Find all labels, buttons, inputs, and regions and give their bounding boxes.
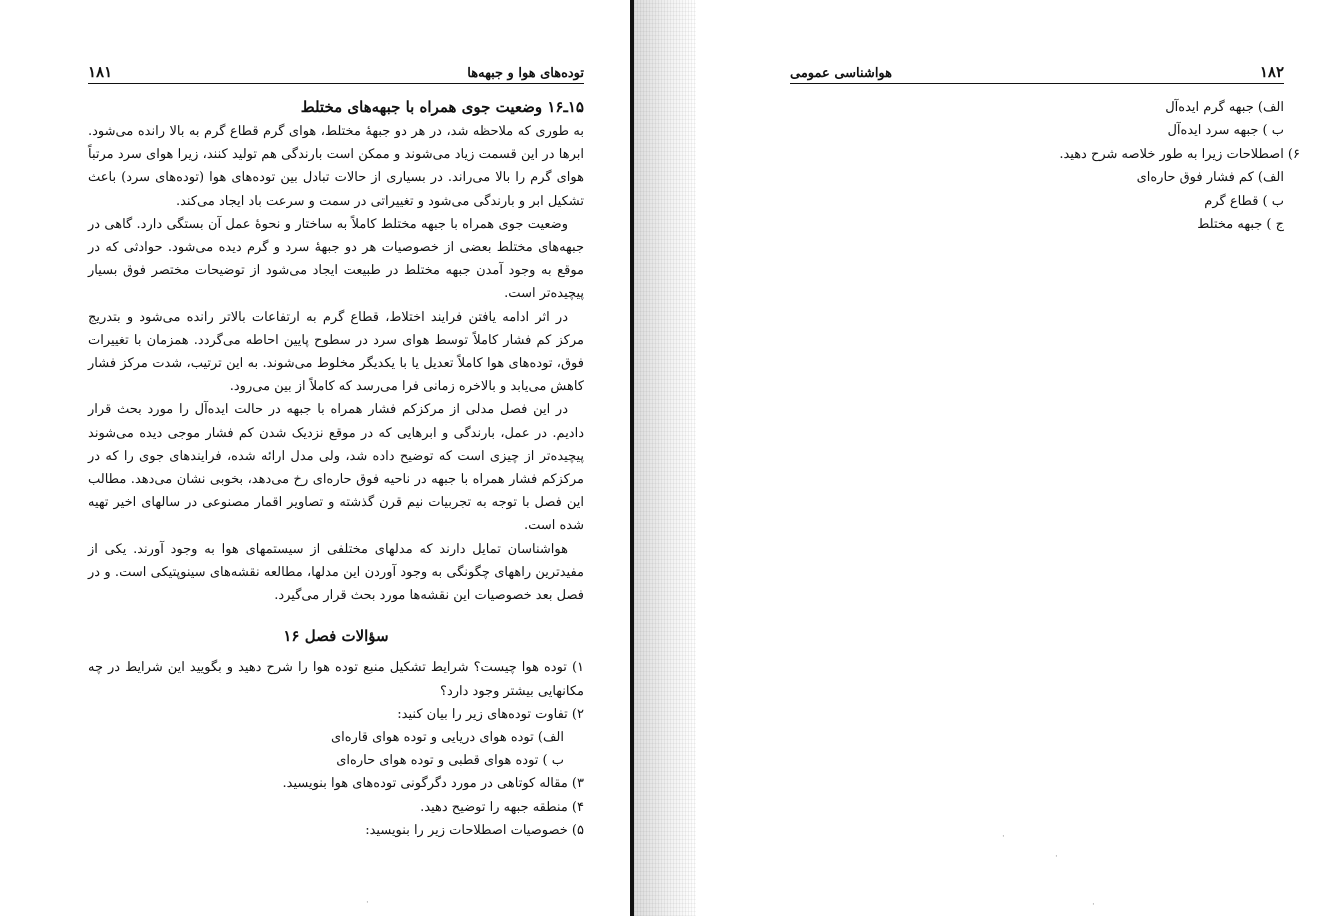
question-item: ۶) اصطلاحات زیرا به طور خلاصه شرح دهید. <box>1059 146 1300 162</box>
question-item: ۱) توده هوا چیست؟ شرایط تشکیل منبع توده هوا را شرح دهید و بگویید این شرایط در چه مکانهایی بیشتر وجود دارد؟ <box>88 660 584 699</box>
question-sub-item: الف) کم فشار فوق حاره‌ای <box>1136 170 1284 186</box>
left-header-title: توده‌های هوا و جبهه‌ها <box>467 66 584 81</box>
left-page-header <box>88 55 584 84</box>
question-item: ۲) تفاوت توده‌های زیر را بیان کنید: <box>397 706 584 722</box>
right-page-number: ۱۸۲ <box>1259 63 1284 81</box>
paragraph: در اثر ادامه یافتن فرایند اختلاط، قطاع گرم به ارتفاعات بالاتر رانده می‌شود و بتدریج مرکز کم فشار کاملاً توسط هوای سرد در سطوح پایین احاطه می‌گردد. همزمان با تغییرات فوق، توده‌های هوا کاملاً تعدیل یا با یکدیگر مخلوط می‌شوند. به این ترتیب، شدت مرکز فشار کاهش می‌یابد و بالاخره زمانی فرا می‌رسد که کاملاً از بین می‌رود. <box>88 309 584 395</box>
right-page-header <box>790 55 1284 84</box>
question-sub-item: الف) جبهه گرم ایده‌آل <box>1165 100 1284 115</box>
question-item: ۴) منطقه جبهه را توضیح دهید. <box>420 799 584 815</box>
question-sub-item: ج ) جبهه مختلط <box>1197 217 1284 233</box>
questions-title: سؤالات فصل ۱۶ <box>283 627 389 646</box>
paragraph: هواشناسان تمایل دارند که مدلهای مختلفی از سیستمهای هوا به وجود آورند. یکی از مفیدترین راههای چگونگی به وجود آوردن این مدلها، مطالعه نقشه‌های سینوپتیکی است. و در فصل بعد خصوصیات این نقشه‌ها مورد بحث قرار می‌گیرد. <box>88 541 584 604</box>
left-page-number: ۱۸۱ <box>88 63 113 81</box>
scan-speck: · <box>1002 832 1005 842</box>
right-header-title: هواشناسی عمومی <box>790 66 893 81</box>
paragraph: به طوری که ملاحظه شد، در هر دو جبههٔ مختلط، هوای گرم قطاع گرم به بالا رانده می‌شود. ابرها در این قسمت زیاد می‌شوند و ممکن است بارندگی هم تولید کنند، زیرا هوای سرد مرتباً هوای گرم را بالا می‌راند. در بسیاری از حالات تبادل بین توده‌های هوا (توده‌های سرد) باعث تشکیل ابر و بارندگی می‌شود و تغییراتی در سمت و سرعت باد ایجاد می‌کند. <box>88 124 584 209</box>
question-sub-item: الف) توده هوای دریایی و توده هوای قاره‌ای <box>330 730 564 746</box>
right-page-body <box>1024 96 1300 236</box>
scan-speck: · <box>366 898 369 908</box>
question-sub-item: ب ) قطاع گرم <box>1204 193 1284 209</box>
section-title: ۱۵ـ۱۶ وضعیت جوی همراه با جبهه‌های مختلط <box>300 98 584 116</box>
question-sub-item: ب ) توده هوای قطبی و توده هوای حاره‌ای <box>336 753 564 769</box>
left-page <box>0 0 632 916</box>
question-sub-item: ب ) جبهه سرد ایده‌آل <box>1167 123 1284 139</box>
paragraph: در این فصل مدلی از مرکزکم فشار همراه با جبهه در حالت ایده‌آل را مورد بحث قرار دادیم. در عمل، بارندگی و ابرهایی که در موقع نزدیک شدن کم فشار موجی دیده می‌شوند پیچیده‌تر از چیزی است که توضیح داده شد، ولی مدل ارائه شده، فرایندهای جوی را که در مرکزکم فشار همراه با جبهه در ناحیه فوق حاره‌ای رخ می‌دهد، بخوبی نشان می‌دهد. مطالب این فصل با توجه به تجربیات نیم قرن گذشته و تصاویر اقمار مصنوعی در سالهای اخیر تهیه شده است. <box>88 402 584 534</box>
left-page-body <box>88 94 584 842</box>
scan-speck: · <box>1055 852 1058 862</box>
scan-speck: · <box>1092 900 1095 910</box>
paragraph: وضعیت جوی همراه با جبهه مختلط کاملاً به ساختار و نحوهٔ عمل آن بستگی دارد. گاهی در جبهه‌های مختلط بعضی از خصوصیات هر دو جبههٔ سرد و گرم دیده می‌شود. حوادثی که در موقع به وجود آمدن جبهه مختلط در طبیعت ایجاد می‌شود از توضیحات مختصر فوق بسیار پیچیده‌تر است. <box>88 216 584 302</box>
question-item: ۳) مقاله کوتاهی در مورد دگرگونی توده‌های هوا بنویسید. <box>282 776 584 792</box>
question-item: ۵) خصوصیات اصطلاحات زیر را بنویسید: <box>365 822 584 838</box>
